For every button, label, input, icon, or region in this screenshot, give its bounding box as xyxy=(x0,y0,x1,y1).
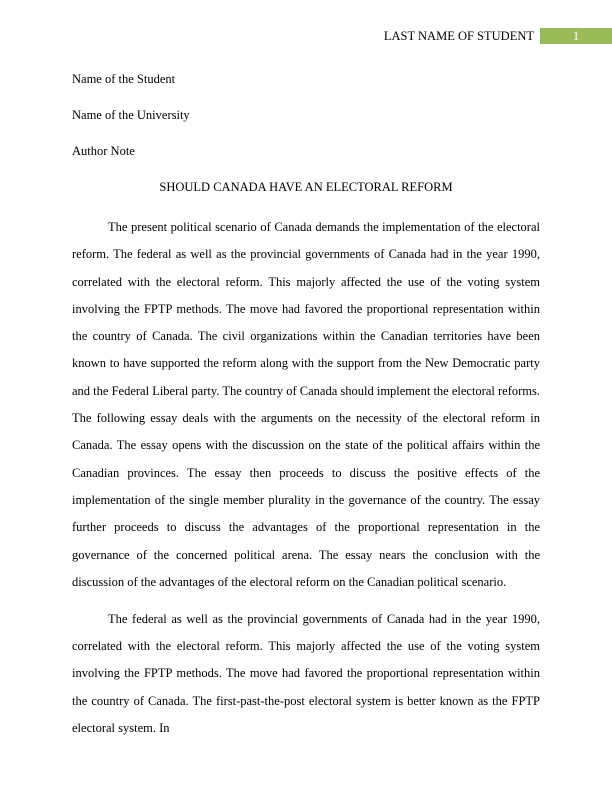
running-head xyxy=(0,28,612,44)
document-body xyxy=(72,70,540,752)
page-number: 1 xyxy=(540,28,612,44)
body-paragraph-1: The present political scenario of Canada demands the implementation of the electoral reform. The federal as well as the provincial governments of Canada had in the year 1990, correlated with the electoral reform. This majorly affected the use of the voting system involving the FPTP methods. The move had favored the proportional representation within the country of Canada. The civil organizations within the Canadian territories have been known to have supported the reform along with the support from the New Democratic party and the Federal Liberal party. The country of Canada should implement the electoral reforms. The following essay deals with the arguments on the necessity of the electoral reform in Canada. The essay opens with the discussion on the state of the political affairs within the Canadian provinces. The essay then proceeds to discuss the positive effects of the implementation of the single member plurality in the governance of the country. The essay further proceeds to discuss the advantages of the proportional representation in the governance of the concerned political arena. The essay nears the conclusion with the discussion of the advantages of the electoral reform on the Canadian political scenario. xyxy=(72,220,540,589)
student-name: Name of the Student xyxy=(72,72,176,86)
essay-title: SHOULD CANADA HAVE AN ELECTORAL REFORM xyxy=(159,180,453,194)
university-name: Name of the University xyxy=(72,108,190,122)
author-note: Author Note xyxy=(72,144,135,158)
running-head-text: LAST NAME OF STUDENT xyxy=(383,29,534,43)
body-paragraph-2: The federal as well as the provincial governments of Canada had in the year 1990, correlated with the electoral reform. This majorly affected the use of the voting system involving the FPTP methods. The move had favored the proportional representation within the country of Canada. The first-past-the-post electoral system is better known as the FPTP electoral system. In xyxy=(72,611,540,735)
